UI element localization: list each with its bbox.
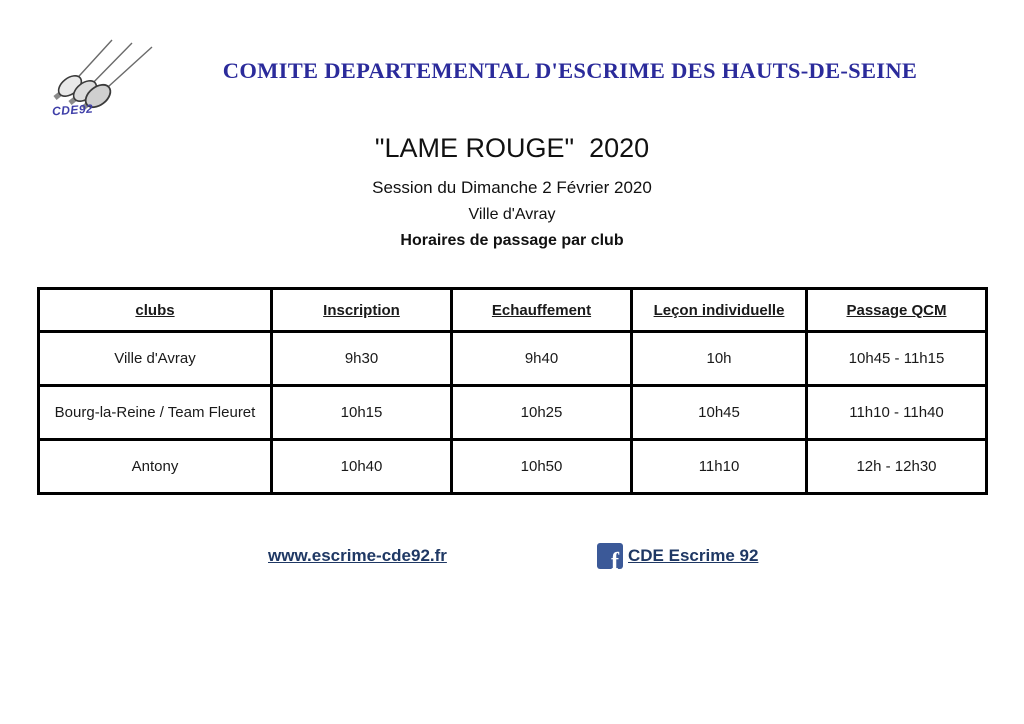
- lecon-time: 11h10: [632, 440, 807, 494]
- echauffement-time: 10h50: [452, 440, 632, 494]
- table-header-row: [39, 289, 987, 332]
- club-name: Ville d'Avray: [39, 332, 272, 386]
- column-header-echauffement: Echauffement: [452, 289, 632, 332]
- column-header-lecon-individuelle: Leçon individuelle: [632, 289, 807, 332]
- inscription-time: 10h40: [272, 440, 452, 494]
- qcm-time: 12h - 12h30: [807, 440, 987, 494]
- column-header-passage-qcm: Passage QCM: [807, 289, 987, 332]
- logo-text: CDE92: [51, 101, 94, 119]
- website-link[interactable]: www.escrime-cde92.fr: [268, 546, 447, 565]
- event-title: "LAME ROUGE" 2020: [374, 133, 650, 163]
- qcm-time: 10h45 - 11h15: [807, 332, 987, 386]
- lecon-time: 10h45: [632, 386, 807, 440]
- column-header-clubs: clubs: [39, 289, 272, 332]
- lecon-time: 10h: [632, 332, 807, 386]
- table-row: [39, 386, 987, 440]
- qcm-time: 11h10 - 11h40: [807, 386, 987, 440]
- facebook-link-label: CDE Escrime 92: [628, 546, 759, 565]
- table-row: [39, 332, 987, 386]
- event-session-date: Session du Dimanche 2 Février 2020: [372, 178, 652, 197]
- schedule-table: [37, 287, 988, 495]
- facebook-link[interactable]: [597, 543, 758, 569]
- echauffement-time: 9h40: [452, 332, 632, 386]
- inscription-time: 9h30: [272, 332, 452, 386]
- event-location: Ville d'Avray: [468, 206, 556, 223]
- facebook-icon: f: [597, 543, 623, 569]
- echauffement-time: 10h25: [452, 386, 632, 440]
- table-row: [39, 440, 987, 494]
- column-header-inscription: Inscription: [272, 289, 452, 332]
- schedule-subtitle: Horaires de passage par club: [400, 232, 624, 249]
- organization-title: COMITE DEPARTEMENTAL D'ESCRIME DES HAUTS-DE-SEINE: [222, 58, 918, 83]
- inscription-time: 10h15: [272, 386, 452, 440]
- club-name: Bourg-la-Reine / Team Fleuret: [39, 386, 272, 440]
- club-name: Antony: [39, 440, 272, 494]
